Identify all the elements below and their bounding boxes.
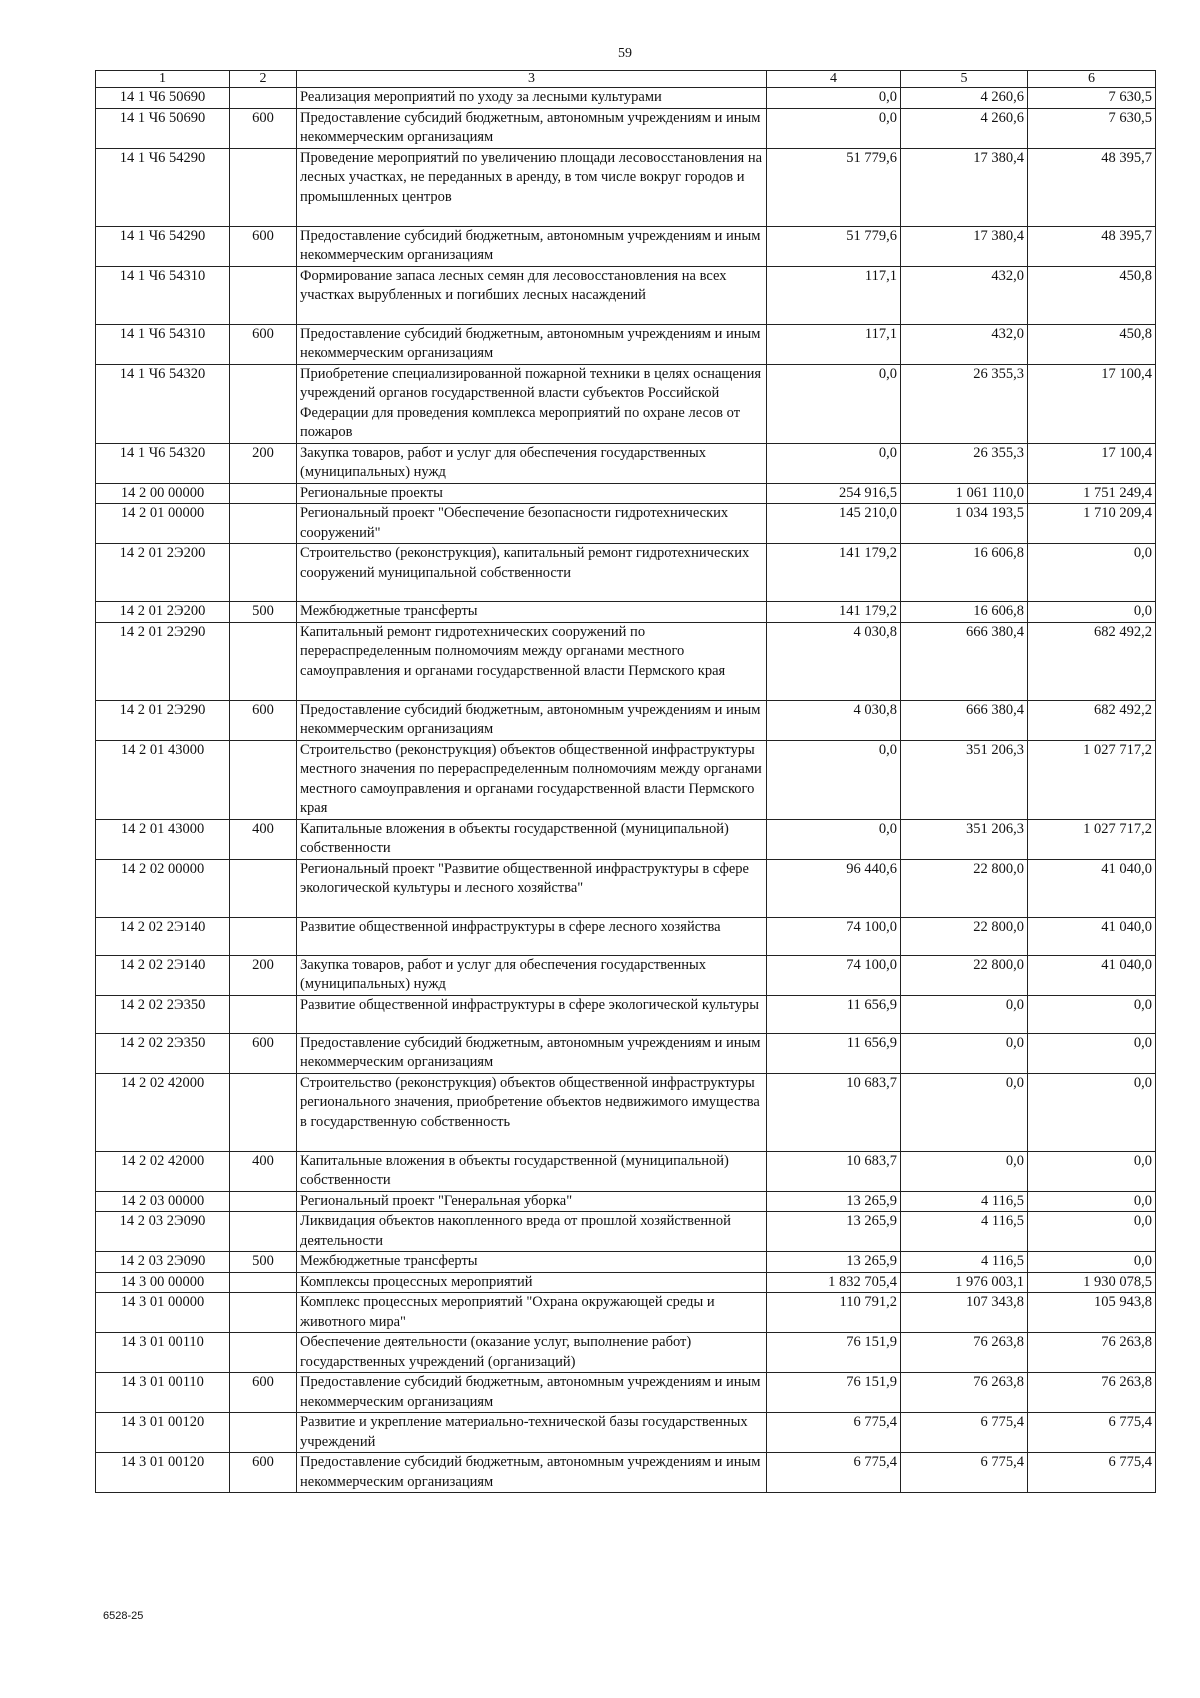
cell-name: Проведение мероприятий по увеличению площади лесовосстановления на лесных участках, не переданных в аренду, в том числе вокруг городов и промышленных центров <box>297 148 767 226</box>
cell-vr: 600 <box>230 324 297 364</box>
table-row <box>96 955 1156 995</box>
cell-v3: 105 943,8 <box>1028 1293 1156 1333</box>
cell-code: 14 3 00 00000 <box>96 1272 230 1293</box>
table-row <box>96 443 1156 483</box>
cell-name: Развитие и укрепление материально-технической базы государственных учреждений <box>297 1413 767 1453</box>
cell-v1: 145 210,0 <box>767 504 901 544</box>
table-row <box>96 1453 1156 1493</box>
cell-vr: 500 <box>230 602 297 623</box>
cell-v1: 0,0 <box>767 740 901 819</box>
cell-v2: 1 976 003,1 <box>901 1272 1028 1293</box>
cell-name: Строительство (реконструкция), капитальный ремонт гидротехнических сооружений муниципальной собственности <box>297 544 767 602</box>
table-row <box>96 364 1156 443</box>
table-row <box>96 324 1156 364</box>
cell-vr <box>230 364 297 443</box>
cell-vr: 200 <box>230 443 297 483</box>
cell-name: Приобретение специализированной пожарной техники в целях оснащения учреждений органов государственной власти субъектов Российской Федерации для проведения комплекса мероприятий по охране лесов от пожаров <box>297 364 767 443</box>
cell-v2: 107 343,8 <box>901 1293 1028 1333</box>
cell-code: 14 2 02 42000 <box>96 1073 230 1151</box>
table-row <box>96 504 1156 544</box>
cell-code: 14 2 02 2Э140 <box>96 955 230 995</box>
cell-v1: 96 440,6 <box>767 859 901 917</box>
cell-v1: 76 151,9 <box>767 1333 901 1373</box>
cell-vr <box>230 148 297 226</box>
table-row <box>96 1191 1156 1212</box>
cell-code: 14 2 02 2Э350 <box>96 1033 230 1073</box>
cell-name: Предоставление субсидий бюджетным, автономным учреждениям и иным некоммерческим организациям <box>297 1453 767 1493</box>
cell-name: Капитальный ремонт гидротехнических сооружений по перераспределенным полномочиям между органами местного самоуправления и органами государственной власти Пермского края <box>297 622 767 700</box>
cell-v1: 10 683,7 <box>767 1073 901 1151</box>
cell-code: 14 2 02 2Э350 <box>96 995 230 1033</box>
cell-code: 14 1 Ч6 50690 <box>96 108 230 148</box>
cell-v2: 22 800,0 <box>901 955 1028 995</box>
cell-v2: 351 206,3 <box>901 819 1028 859</box>
cell-name: Региональный проект "Развитие общественной инфраструктуры в сфере экологической культуры и лесного хозяйства" <box>297 859 767 917</box>
cell-name: Межбюджетные трансферты <box>297 1252 767 1273</box>
cell-v3: 0,0 <box>1028 1073 1156 1151</box>
cell-code: 14 1 Ч6 54320 <box>96 364 230 443</box>
cell-vr <box>230 1073 297 1151</box>
cell-v1: 0,0 <box>767 819 901 859</box>
cell-v1: 110 791,2 <box>767 1293 901 1333</box>
cell-v1: 4 030,8 <box>767 700 901 740</box>
cell-v2: 0,0 <box>901 1073 1028 1151</box>
cell-vr <box>230 740 297 819</box>
cell-code: 14 2 00 00000 <box>96 483 230 504</box>
cell-vr <box>230 483 297 504</box>
cell-v3: 0,0 <box>1028 1252 1156 1273</box>
cell-v3: 0,0 <box>1028 602 1156 623</box>
cell-code: 14 2 03 2Э090 <box>96 1252 230 1273</box>
cell-v1: 117,1 <box>767 324 901 364</box>
cell-v2: 0,0 <box>901 995 1028 1033</box>
cell-v2: 4 116,5 <box>901 1191 1028 1212</box>
cell-v1: 6 775,4 <box>767 1453 901 1493</box>
cell-vr <box>230 1212 297 1252</box>
cell-vr <box>230 1272 297 1293</box>
table-row <box>96 1073 1156 1151</box>
cell-v3: 76 263,8 <box>1028 1373 1156 1413</box>
cell-vr <box>230 995 297 1033</box>
cell-v1: 76 151,9 <box>767 1373 901 1413</box>
cell-v3: 41 040,0 <box>1028 859 1156 917</box>
cell-v3: 7 630,5 <box>1028 108 1156 148</box>
cell-v1: 74 100,0 <box>767 917 901 955</box>
table-row <box>96 108 1156 148</box>
cell-name: Строительство (реконструкция) объектов общественной инфраструктуры местного значения по перераспределенным полномочиям между органами местного самоуправления и органами государственной власти Пермского края <box>297 740 767 819</box>
cell-v2: 432,0 <box>901 324 1028 364</box>
cell-v3: 1 027 717,2 <box>1028 740 1156 819</box>
column-header: 6 <box>1028 71 1156 88</box>
cell-name: Предоставление субсидий бюджетным, автономным учреждениям и иным некоммерческим организациям <box>297 700 767 740</box>
cell-code: 14 3 01 00120 <box>96 1413 230 1453</box>
cell-code: 14 2 01 43000 <box>96 740 230 819</box>
cell-name: Реализация мероприятий по уходу за лесными культурами <box>297 88 767 109</box>
table-row <box>96 1413 1156 1453</box>
cell-v2: 16 606,8 <box>901 602 1028 623</box>
cell-v1: 11 656,9 <box>767 995 901 1033</box>
table-row <box>96 226 1156 266</box>
table-row <box>96 1373 1156 1413</box>
table-row <box>96 266 1156 324</box>
cell-vr: 600 <box>230 1373 297 1413</box>
cell-v3: 1 027 717,2 <box>1028 819 1156 859</box>
cell-v1: 0,0 <box>767 108 901 148</box>
cell-vr <box>230 1191 297 1212</box>
cell-v2: 4 116,5 <box>901 1212 1028 1252</box>
cell-v2: 0,0 <box>901 1151 1028 1191</box>
cell-v1: 0,0 <box>767 88 901 109</box>
cell-v3: 48 395,7 <box>1028 148 1156 226</box>
cell-code: 14 2 02 42000 <box>96 1151 230 1191</box>
cell-v3: 0,0 <box>1028 995 1156 1033</box>
cell-vr: 600 <box>230 1033 297 1073</box>
cell-v3: 48 395,7 <box>1028 226 1156 266</box>
cell-code: 14 3 01 00120 <box>96 1453 230 1493</box>
cell-vr <box>230 622 297 700</box>
cell-v1: 13 265,9 <box>767 1252 901 1273</box>
cell-name: Ликвидация объектов накопленного вреда от прошлой хозяйственной деятельности <box>297 1212 767 1252</box>
table-row <box>96 1212 1156 1252</box>
cell-code: 14 2 01 2Э290 <box>96 622 230 700</box>
cell-code: 14 1 Ч6 54290 <box>96 148 230 226</box>
cell-v3: 1 710 209,4 <box>1028 504 1156 544</box>
cell-v2: 16 606,8 <box>901 544 1028 602</box>
cell-v2: 22 800,0 <box>901 917 1028 955</box>
table-row <box>96 148 1156 226</box>
table-row <box>96 1293 1156 1333</box>
cell-v3: 450,8 <box>1028 324 1156 364</box>
table-row <box>96 1033 1156 1073</box>
cell-vr: 400 <box>230 1151 297 1191</box>
table-row <box>96 819 1156 859</box>
cell-code: 14 3 01 00110 <box>96 1373 230 1413</box>
cell-code: 14 3 01 00110 <box>96 1333 230 1373</box>
cell-vr: 400 <box>230 819 297 859</box>
cell-v3: 682 492,2 <box>1028 622 1156 700</box>
cell-vr: 500 <box>230 1252 297 1273</box>
cell-v1: 254 916,5 <box>767 483 901 504</box>
cell-v2: 76 263,8 <box>901 1333 1028 1373</box>
cell-v3: 0,0 <box>1028 1151 1156 1191</box>
cell-v2: 432,0 <box>901 266 1028 324</box>
cell-v2: 22 800,0 <box>901 859 1028 917</box>
table-row <box>96 917 1156 955</box>
cell-v3: 17 100,4 <box>1028 364 1156 443</box>
cell-v3: 7 630,5 <box>1028 88 1156 109</box>
cell-v2: 17 380,4 <box>901 226 1028 266</box>
cell-v2: 76 263,8 <box>901 1373 1028 1413</box>
cell-code: 14 2 01 00000 <box>96 504 230 544</box>
page-number: 59 <box>618 46 632 61</box>
table-row <box>96 1151 1156 1191</box>
column-header: 3 <box>297 71 767 88</box>
cell-vr <box>230 1293 297 1333</box>
table-row <box>96 602 1156 623</box>
cell-v1: 13 265,9 <box>767 1191 901 1212</box>
cell-v1: 141 179,2 <box>767 544 901 602</box>
cell-vr: 600 <box>230 1453 297 1493</box>
cell-code: 14 1 Ч6 54290 <box>96 226 230 266</box>
table-row <box>96 544 1156 602</box>
cell-code: 14 2 01 2Э200 <box>96 602 230 623</box>
column-header: 5 <box>901 71 1028 88</box>
cell-code: 14 2 02 2Э140 <box>96 917 230 955</box>
cell-name: Региональный проект "Генеральная уборка" <box>297 1191 767 1212</box>
cell-v2: 0,0 <box>901 1033 1028 1073</box>
cell-vr <box>230 266 297 324</box>
cell-v3: 0,0 <box>1028 1212 1156 1252</box>
table-row <box>96 1272 1156 1293</box>
cell-v3: 450,8 <box>1028 266 1156 324</box>
cell-v2: 26 355,3 <box>901 364 1028 443</box>
cell-name: Закупка товаров, работ и услуг для обеспечения государственных (муниципальных) нужд <box>297 955 767 995</box>
cell-name: Строительство (реконструкция) объектов общественной инфраструктуры регионального значения, приобретение объектов недвижимого имущества в государственную собственность <box>297 1073 767 1151</box>
cell-name: Предоставление субсидий бюджетным, автономным учреждениям и иным некоммерческим организациям <box>297 108 767 148</box>
cell-v1: 6 775,4 <box>767 1413 901 1453</box>
cell-name: Региональный проект "Обеспечение безопасности гидротехнических сооружений" <box>297 504 767 544</box>
table-row <box>96 995 1156 1033</box>
cell-vr: 200 <box>230 955 297 995</box>
cell-name: Обеспечение деятельности (оказание услуг, выполнение работ) государственных учреждений (организаций) <box>297 1333 767 1373</box>
cell-v3: 682 492,2 <box>1028 700 1156 740</box>
cell-v2: 4 116,5 <box>901 1252 1028 1273</box>
cell-code: 14 1 Ч6 54320 <box>96 443 230 483</box>
cell-code: 14 2 01 2Э200 <box>96 544 230 602</box>
cell-v3: 0,0 <box>1028 1033 1156 1073</box>
cell-v2: 666 380,4 <box>901 700 1028 740</box>
cell-name: Капитальные вложения в объекты государственной (муниципальной) собственности <box>297 819 767 859</box>
cell-name: Закупка товаров, работ и услуг для обеспечения государственных (муниципальных) нужд <box>297 443 767 483</box>
cell-name: Предоставление субсидий бюджетным, автономным учреждениям и иным некоммерческим организациям <box>297 324 767 364</box>
cell-name: Комплекс процессных мероприятий "Охрана окружающей среды и животного мира" <box>297 1293 767 1333</box>
cell-name: Развитие общественной инфраструктуры в сфере экологической культуры <box>297 995 767 1033</box>
cell-name: Предоставление субсидий бюджетным, автономным учреждениям и иным некоммерческим организациям <box>297 1033 767 1073</box>
cell-name: Региональные проекты <box>297 483 767 504</box>
cell-code: 14 2 01 43000 <box>96 819 230 859</box>
cell-v1: 51 779,6 <box>767 148 901 226</box>
cell-v3: 41 040,0 <box>1028 955 1156 995</box>
cell-name: Капитальные вложения в объекты государственной (муниципальной) собственности <box>297 1151 767 1191</box>
cell-v2: 1 034 193,5 <box>901 504 1028 544</box>
table-row <box>96 1333 1156 1373</box>
cell-code: 14 2 02 00000 <box>96 859 230 917</box>
cell-v1: 0,0 <box>767 443 901 483</box>
cell-v2: 4 260,6 <box>901 88 1028 109</box>
cell-vr <box>230 544 297 602</box>
cell-v2: 26 355,3 <box>901 443 1028 483</box>
cell-vr <box>230 504 297 544</box>
cell-v1: 0,0 <box>767 364 901 443</box>
cell-vr <box>230 1413 297 1453</box>
cell-v1: 51 779,6 <box>767 226 901 266</box>
cell-vr <box>230 917 297 955</box>
cell-name: Формирование запаса лесных семян для лесовосстановления на всех участках вырубленных и погибших лесных насаждений <box>297 266 767 324</box>
cell-v2: 6 775,4 <box>901 1453 1028 1493</box>
cell-v1: 74 100,0 <box>767 955 901 995</box>
cell-v1: 10 683,7 <box>767 1151 901 1191</box>
cell-v3: 41 040,0 <box>1028 917 1156 955</box>
cell-vr <box>230 859 297 917</box>
cell-v1: 11 656,9 <box>767 1033 901 1073</box>
cell-v2: 6 775,4 <box>901 1413 1028 1453</box>
table-row <box>96 88 1156 109</box>
cell-vr: 600 <box>230 226 297 266</box>
cell-v1: 141 179,2 <box>767 602 901 623</box>
cell-v3: 6 775,4 <box>1028 1413 1156 1453</box>
cell-code: 14 2 01 2Э290 <box>96 700 230 740</box>
cell-v2: 1 061 110,0 <box>901 483 1028 504</box>
cell-v3: 0,0 <box>1028 544 1156 602</box>
table-row <box>96 740 1156 819</box>
cell-v1: 117,1 <box>767 266 901 324</box>
cell-v3: 76 263,8 <box>1028 1333 1156 1373</box>
cell-code: 14 1 Ч6 54310 <box>96 324 230 364</box>
cell-v1: 13 265,9 <box>767 1212 901 1252</box>
column-header: 4 <box>767 71 901 88</box>
table-row <box>96 859 1156 917</box>
cell-code: 14 1 Ч6 50690 <box>96 88 230 109</box>
cell-vr <box>230 1333 297 1373</box>
budget-table <box>95 70 1156 1493</box>
cell-v2: 351 206,3 <box>901 740 1028 819</box>
cell-name: Развитие общественной инфраструктуры в сфере лесного хозяйства <box>297 917 767 955</box>
cell-vr <box>230 88 297 109</box>
cell-v3: 0,0 <box>1028 1191 1156 1212</box>
cell-v3: 1 930 078,5 <box>1028 1272 1156 1293</box>
cell-v3: 17 100,4 <box>1028 443 1156 483</box>
cell-name: Предоставление субсидий бюджетным, автономным учреждениям и иным некоммерческим организациям <box>297 1373 767 1413</box>
cell-v2: 4 260,6 <box>901 108 1028 148</box>
table-row <box>96 700 1156 740</box>
column-header: 1 <box>96 71 230 88</box>
cell-v2: 17 380,4 <box>901 148 1028 226</box>
cell-v1: 4 030,8 <box>767 622 901 700</box>
cell-name: Комплексы процессных мероприятий <box>297 1272 767 1293</box>
cell-code: 14 1 Ч6 54310 <box>96 266 230 324</box>
cell-name: Межбюджетные трансферты <box>297 602 767 623</box>
cell-v3: 6 775,4 <box>1028 1453 1156 1493</box>
column-header: 2 <box>230 71 297 88</box>
cell-v3: 1 751 249,4 <box>1028 483 1156 504</box>
cell-code: 14 2 03 2Э090 <box>96 1212 230 1252</box>
table-row <box>96 483 1156 504</box>
cell-code: 14 3 01 00000 <box>96 1293 230 1333</box>
cell-code: 14 2 03 00000 <box>96 1191 230 1212</box>
cell-v1: 1 832 705,4 <box>767 1272 901 1293</box>
column-number-row <box>96 71 1156 88</box>
cell-v2: 666 380,4 <box>901 622 1028 700</box>
cell-name: Предоставление субсидий бюджетным, автономным учреждениям и иным некоммерческим организациям <box>297 226 767 266</box>
cell-vr: 600 <box>230 700 297 740</box>
table-row <box>96 622 1156 700</box>
table-row <box>96 1252 1156 1273</box>
cell-vr: 600 <box>230 108 297 148</box>
document-code: 6528-25 <box>103 1610 144 1622</box>
